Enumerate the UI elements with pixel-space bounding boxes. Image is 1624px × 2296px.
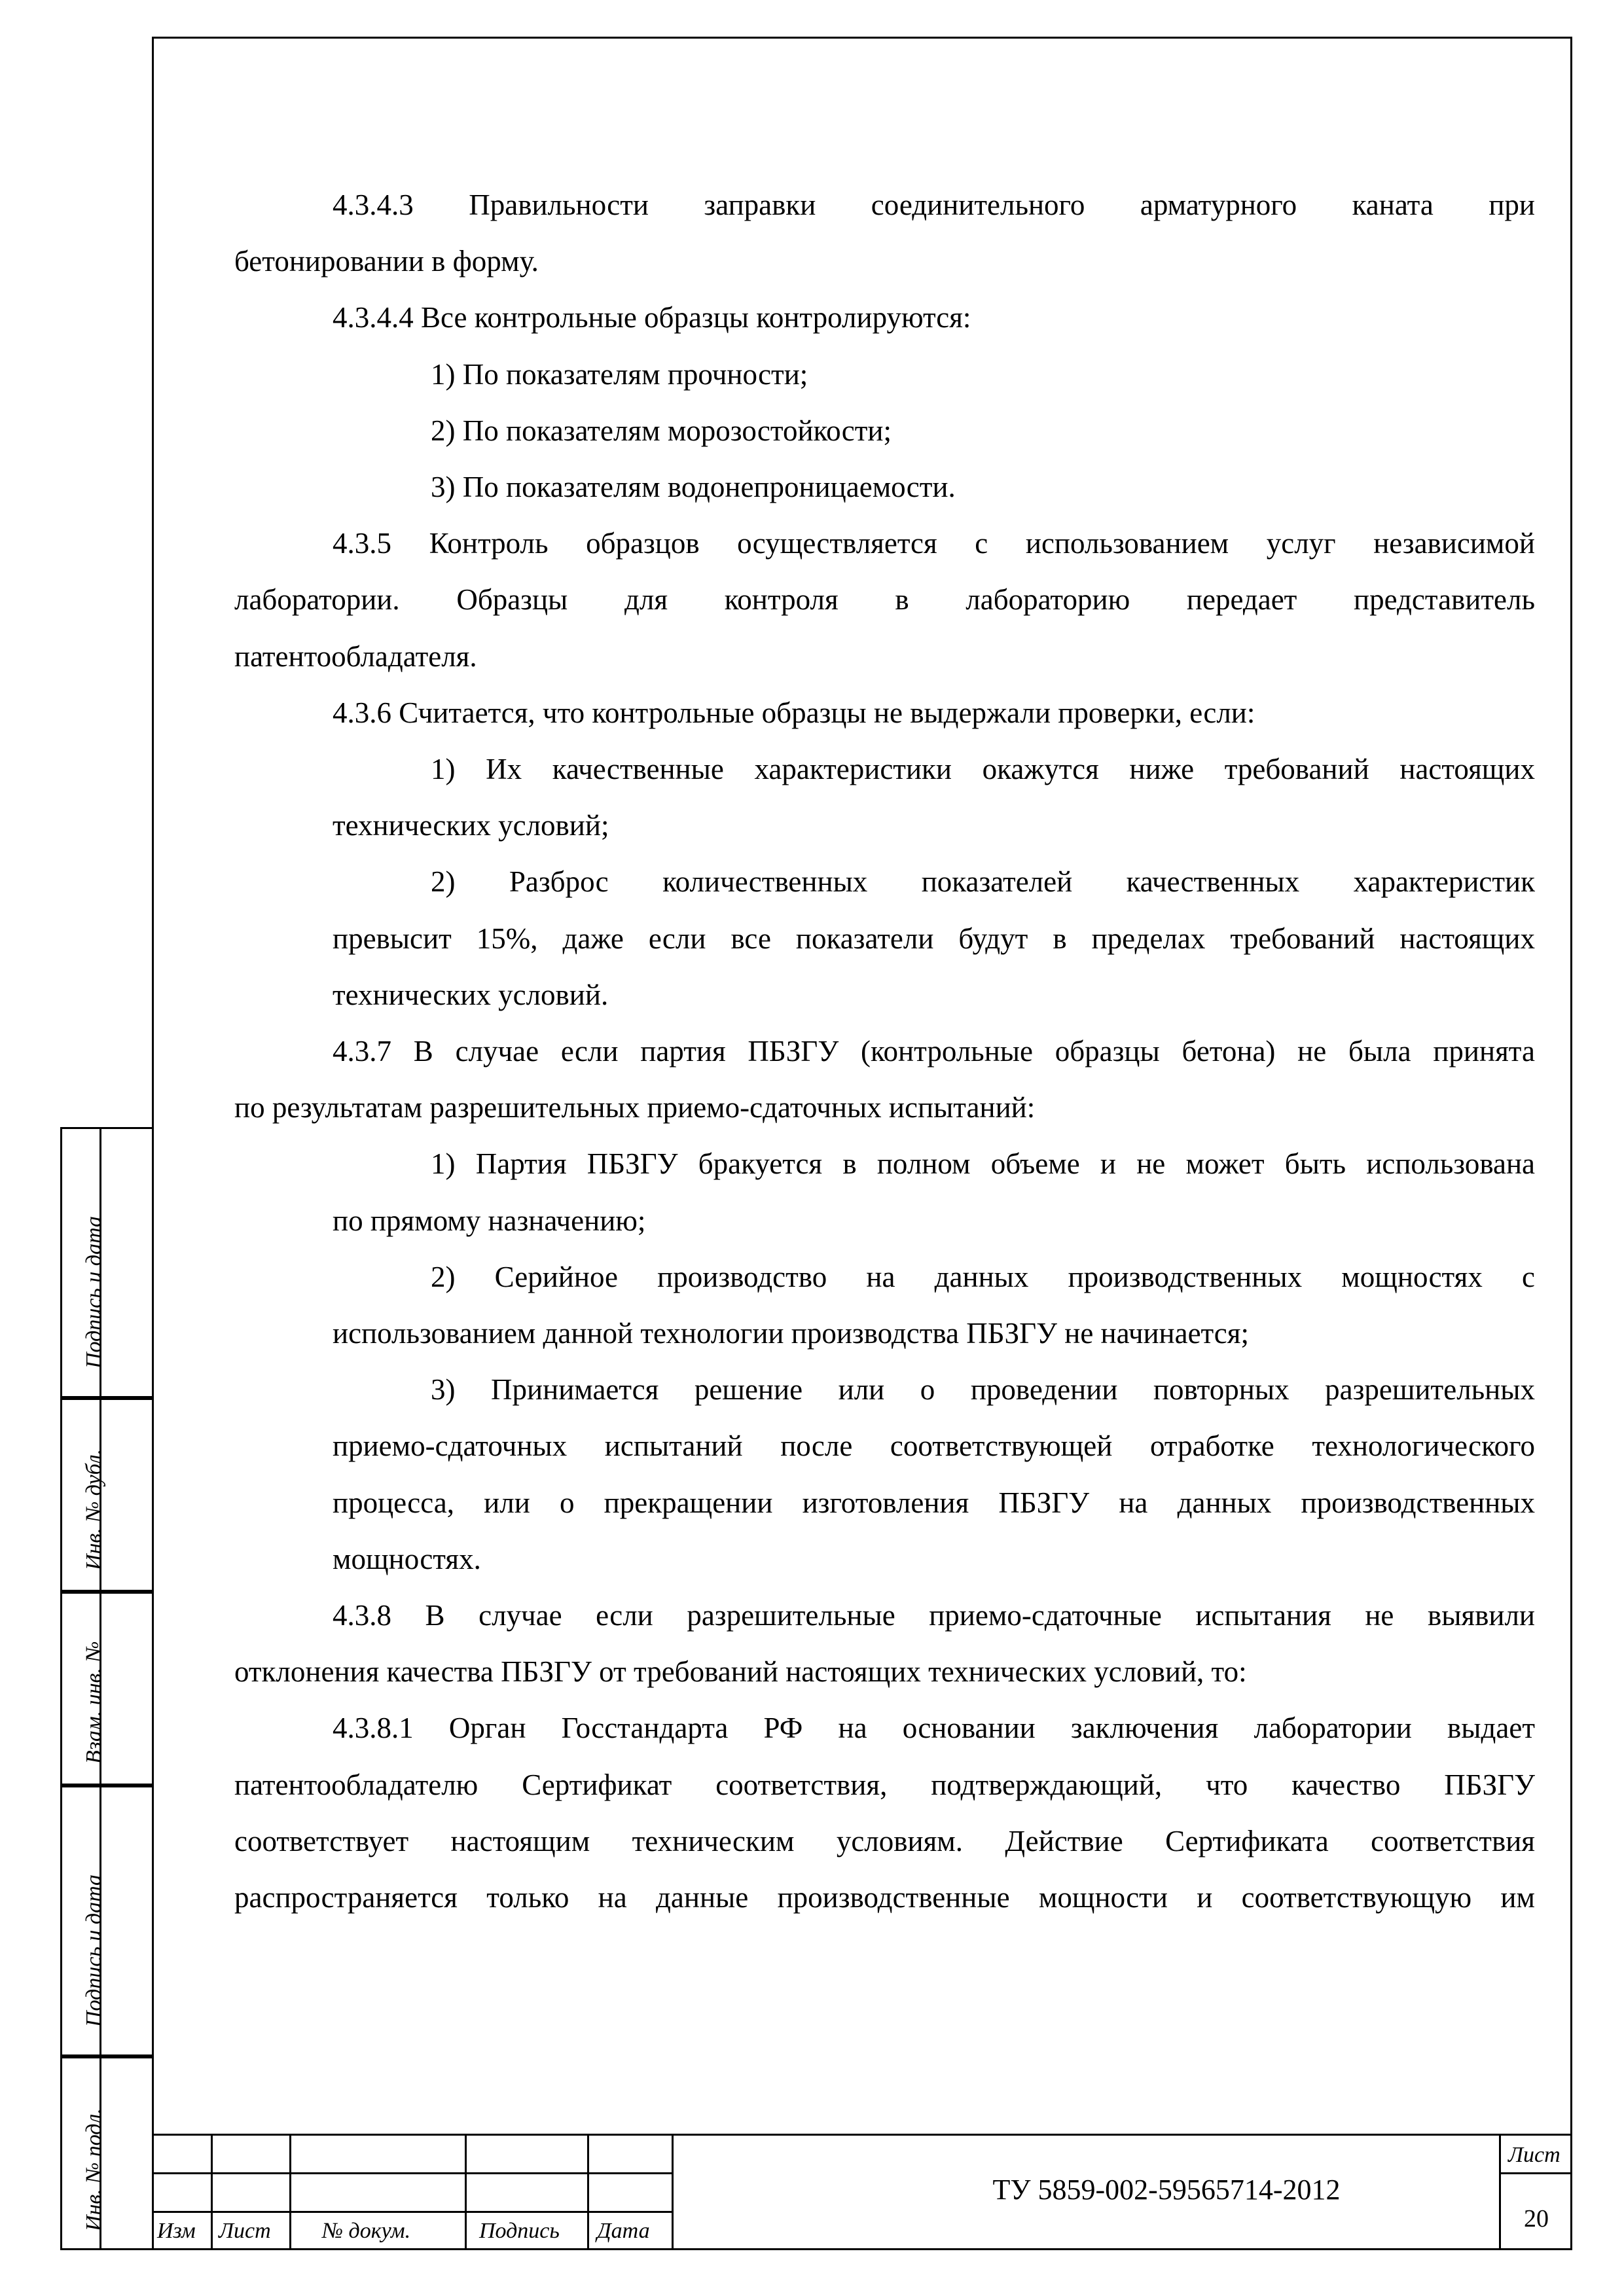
text-line: процесса, или о прекращении изготовления ПБЗГУ на данных производственных [333, 1486, 1535, 1519]
strip-cell-signature-date-2 [60, 1785, 152, 2056]
text-line: 1) Их качественные характеристики окажутся ниже требований настоящих [431, 753, 1535, 785]
text-line: 1) По показателям прочности; [431, 358, 808, 391]
text-line: патентообладателя. [234, 640, 477, 673]
text-line: 4.3.7 В случае если партия ПБЗГУ (контрольные образцы бетона) не была принята [333, 1035, 1535, 1067]
strip-cell-signature-date-1 [60, 1127, 152, 1398]
strip-label: Инв. № подл. [82, 2108, 106, 2231]
text-line: патентообладателю Сертификат соответствия, подтверждающий, что качество ПБЗГУ [234, 1768, 1535, 1801]
col-list-label: Лист [219, 2219, 271, 2243]
text-line: 4.3.8.1 Орган Госстандарта РФ на основании заключения лаборатории выдает [333, 1712, 1535, 1744]
text-line: по результатам разрешительных приемо-сдаточных испытаний: [234, 1091, 1036, 1124]
text-line: приемо-сдаточных испытаний после соответствующей отработке технологического [333, 1429, 1535, 1462]
col-sign-label: Подпись [479, 2219, 560, 2243]
strip-cell-inv-dubl [60, 1398, 152, 1592]
strip-label: Взам. инв. № [82, 1641, 106, 1764]
text-line: соответствует настоящим техническим условиям. Действие Сертификата соответствия [234, 1825, 1535, 1857]
strip-label: Подпись и дата [82, 1874, 106, 2027]
text-line: бетонировании в форму. [234, 245, 539, 278]
text-line: 4.3.5 Контроль образцов осуществляется с использованием услуг независимой [333, 527, 1535, 560]
title-block [152, 2134, 1572, 2250]
text-line: по прямому назначению; [333, 1204, 646, 1237]
text-line: технических условий. [333, 978, 609, 1011]
text-line: лаборатории. Образцы для контроля в лабораторию передает представитель [234, 583, 1535, 616]
text-line: отклонения качества ПБЗГУ от требований настоящих технических условий, то: [234, 1655, 1247, 1688]
text-line: 4.3.6 Считается, что контрольные образцы не выдержали проверки, если: [333, 696, 1255, 729]
text-line: 4.3.4.3 Правильности заправки соединительного арматурного каната при [333, 188, 1535, 221]
text-line: использованием данной технологии производства ПБЗГУ не начинается; [333, 1317, 1249, 1350]
col-date-label: Дата [597, 2219, 650, 2243]
col-doc-label: № докум. [322, 2219, 411, 2243]
text-line: 2) Разброс количественных показателей качественных характеристик [431, 865, 1535, 898]
document-code: ТУ 5859-002-59565714-2012 [992, 2174, 1341, 2206]
sheet-label: Лист [1508, 2143, 1561, 2167]
text-line: мощностях. [333, 1543, 481, 1575]
text-line: 2) По показателям морозостойкости; [431, 414, 892, 447]
text-line: 3) Принимается решение или о проведении повторных разрешительных [431, 1373, 1535, 1406]
text-line: 4.3.4.4 Все контрольные образцы контролируются: [333, 301, 971, 334]
col-izm-label: Изм [157, 2219, 196, 2243]
text-line: 1) Партия ПБЗГУ бракуется в полном объеме и не может быть использована [431, 1147, 1535, 1180]
side-strip [60, 1127, 152, 2250]
text-line: технических условий; [333, 809, 609, 842]
text-line: 2) Серийное производство на данных производственных мощностях с [431, 1261, 1535, 1293]
sheet-number: 20 [1524, 2205, 1549, 2233]
text-line: превысит 15%, даже если все показатели будут в пределах требований настоящих [333, 922, 1535, 955]
strip-label: Инв. № дубл. [82, 1448, 106, 1570]
strip-label: Подпись и дата [82, 1215, 106, 1369]
text-line: 4.3.8 В случае если разрешительные приемо-сдаточные испытания не выявили [333, 1599, 1535, 1632]
text-line: распространяется только на данные производственные мощности и соответствующую им [234, 1881, 1535, 1914]
text-line: 3) По показателям водонепроницаемости. [431, 471, 956, 503]
strip-cell-vzam-inv [60, 1592, 152, 1785]
strip-cell-inv-podl [60, 2056, 152, 2250]
